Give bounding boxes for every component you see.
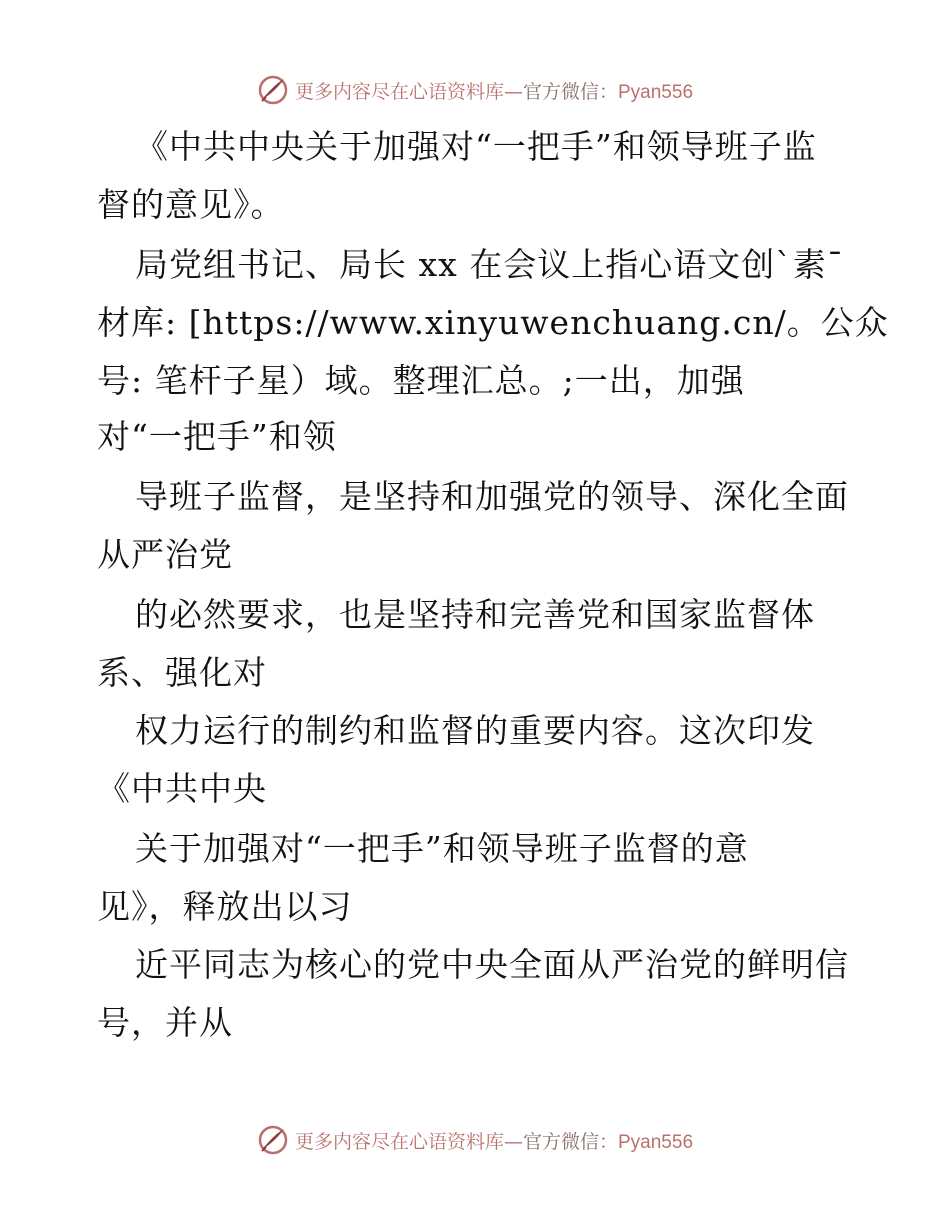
footer-banner-content <box>257 1124 693 1156</box>
header-banner-separator: — <box>503 80 523 103</box>
body-line: 号，并从 <box>97 1003 233 1042</box>
body-line: 导班子监督，是坚持和加强党的领导、深化全面 <box>135 477 849 516</box>
body-line: 督的意见》。 <box>97 185 285 224</box>
body-line: 《中共中央关于加强对“一把手”和领导班子监 <box>135 127 817 166</box>
body-line: 局党组书记、局长 xx 在会议上指心语文创`素¯ <box>135 245 845 284</box>
body-line: 《中共中央 <box>97 769 267 808</box>
footer-banner-lead: 更多内容尽在心语资料库 <box>294 1130 504 1153</box>
footer-banner-official: 官方微信： <box>522 1130 618 1153</box>
body-line: 从严治党 <box>97 535 233 574</box>
header-banner-content <box>257 74 693 106</box>
body-line: 号: 笔杆子星）域。整理汇总。;一出，加强 <box>97 361 745 400</box>
body-line: 的必然要求，也是坚持和完善党和国家监督体 <box>135 595 815 634</box>
body-line: 见》，释放出以习 <box>97 887 353 926</box>
body-line: 对“一把手”和领 <box>97 417 337 456</box>
header-banner <box>0 70 950 110</box>
header-banner-official: 官方微信： <box>522 80 618 103</box>
footer-banner <box>0 1120 950 1160</box>
header-banner-handle: Pyan556 <box>618 81 694 103</box>
footer-banner-text <box>295 1127 693 1154</box>
body-line: 近平同志为核心的党中央全面从严治党的鲜明信 <box>135 945 849 984</box>
body-line: 关于加强对“一把手”和领导班子监督的意 <box>135 829 749 868</box>
body-line: 材库: [https://www.xinyuwenchuang.cn/。公众 <box>97 303 889 342</box>
footer-banner-handle: Pyan556 <box>618 1131 694 1153</box>
body-line: 权力运行的制约和监督的重要内容。这次印发 <box>135 711 815 750</box>
body-line: 系、强化对 <box>97 653 267 692</box>
header-banner-lead: 更多内容尽在心语资料库 <box>294 80 504 103</box>
header-banner-text <box>295 77 693 104</box>
footer-banner-separator: — <box>503 1130 523 1153</box>
quill-pen-logo-icon <box>257 1124 289 1156</box>
quill-pen-logo-icon <box>257 74 289 106</box>
